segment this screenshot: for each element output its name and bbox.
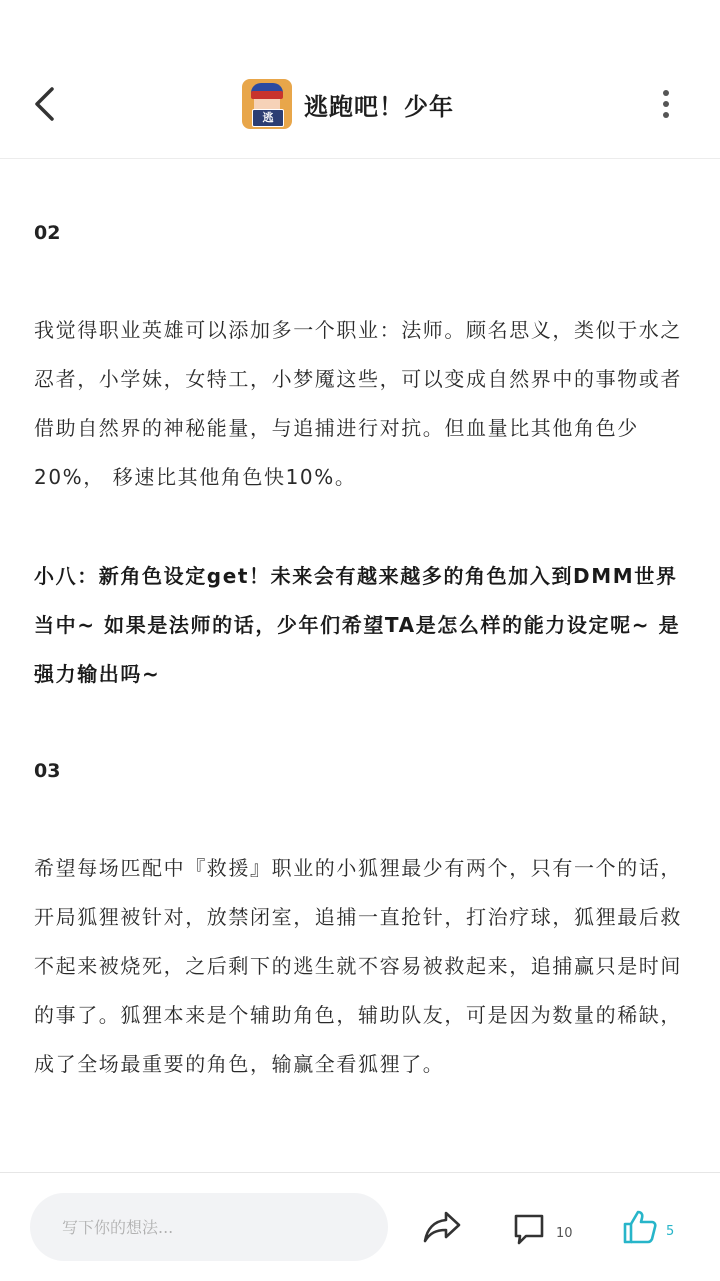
section-number: 03: [34, 760, 61, 782]
top-nav-bar: [0, 48, 720, 159]
share-icon: [422, 1209, 462, 1245]
section-number: 02: [34, 222, 61, 244]
thumbs-up-icon: [622, 1209, 658, 1245]
more-options-button[interactable]: [646, 80, 686, 128]
chevron-left-icon: [32, 86, 56, 122]
comment-count: 10: [556, 1225, 573, 1241]
app-title-group[interactable]: [242, 78, 454, 130]
comment-input[interactable]: [30, 1193, 388, 1261]
like-count: 5: [666, 1223, 675, 1239]
editor-reply-paragraph: 小八：新角色设定get！未来会有越来越多的角色加入到DMM世界当中~ 如果是法师的话，少年们希望TA是怎么样的能力设定呢~ 是强力输出吗~: [34, 564, 681, 686]
app-logo: [242, 79, 292, 129]
article-paragraph: 希望每场匹配中『救援』职业的小狐狸最少有两个，只有一个的话，开局狐狸被针对，放禁闭室，追捕一直抢针，打治疗球，狐狸最后救不起来被烧死，之后剩下的逃生就不容易被救起来，追捕赢只是时间的事了。狐狸本来是个辅助角色，辅助队友，可是因为数量的稀缺，成了全场最重要的角色，输赢全看狐狸了。: [34, 856, 682, 1076]
bottom-action-bar: [0, 1172, 720, 1281]
back-button[interactable]: [20, 80, 68, 128]
share-button[interactable]: [420, 1205, 464, 1249]
page-title: 逃跑吧！少年: [304, 92, 454, 121]
comment-icon: [512, 1212, 546, 1246]
article-paragraph: 我觉得职业英雄可以添加多一个职业：法师。顾名思义，类似于水之忍者，小学妹，女特工，小梦魇这些，可以变成自然界中的事物或者借助自然界的神秘能量，与追捕进行对抗。但血量比其他角色少20%， 移速比其他角色快10%。: [34, 318, 682, 489]
like-button[interactable]: [622, 1205, 674, 1249]
app-logo-label: 逃: [252, 109, 284, 127]
comment-button[interactable]: [512, 1209, 573, 1249]
more-vertical-icon: [661, 89, 671, 119]
